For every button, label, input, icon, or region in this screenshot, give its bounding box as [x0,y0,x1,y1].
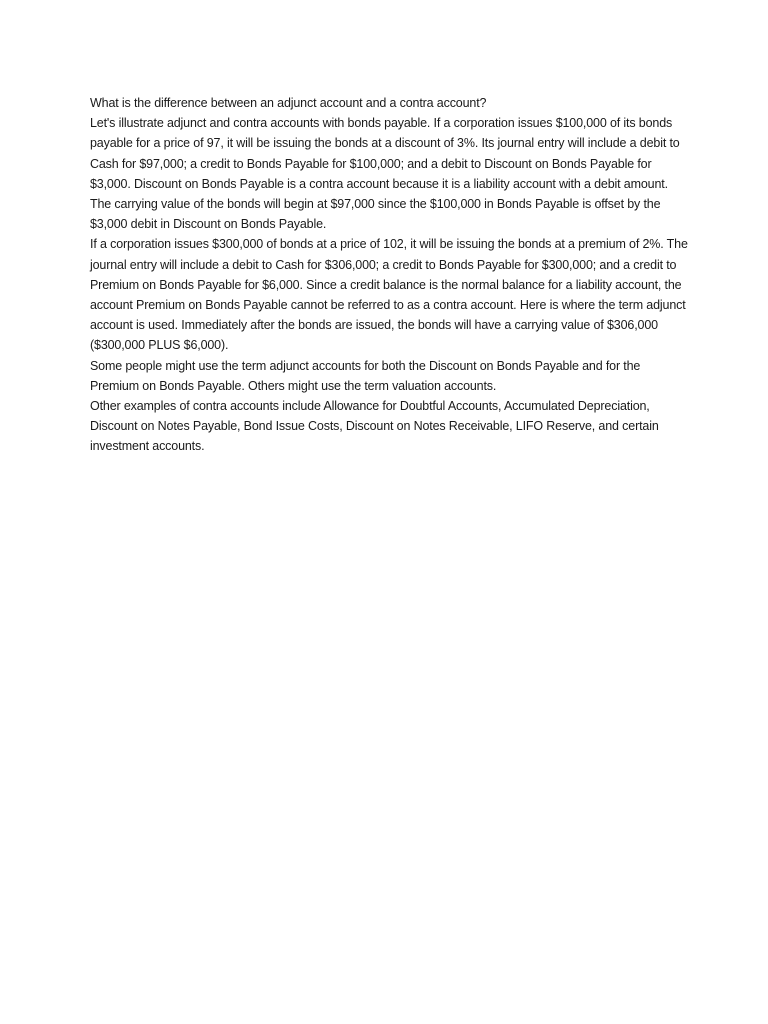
document-body [90,93,690,457]
paragraph-premium-example: If a corporation issues $300,000 of bonds at a price of 102, it will be issuing the bonds at a premium of 2%. The journal entry will include a debit to Cash for $306,000; a credit to Bonds Payable for $300,000; and a credit to Premium on Bonds Payable for $6,000. Since a credit balance is the normal balance for a liability account, the account Premium on Bonds Payable cannot be referred to as a contra account. Here is where the term adjunct account is used. Immediately after the bonds are issued, the bonds will have a carrying value of $306,000 ($300,000 PLUS $6,000). [90,237,688,353]
question-heading: What is the difference between an adjunct account and a contra account? [90,96,487,110]
paragraph-other-examples: Other examples of contra accounts include Allowance for Doubtful Accounts, Accumulated Depreciation, Discount on Notes Payable, Bond Issue Costs, Discount on Notes Receivable, LIFO Reserve, and certain investment accounts. [90,399,659,454]
paragraph-discount-example: Let's illustrate adjunct and contra accounts with bonds payable. If a corporation issues $100,000 of its bonds payable for a price of 97, it will be issuing the bonds at a discount of 3%. Its journal entry will include a debit to Cash for $97,000; a credit to Bonds Payable for $100,000; and a debit to Discount on Bonds Payable for $3,000. Discount on Bonds Payable is a contra account because it is a liability account with a debit amount. The carrying value of the bonds will begin at $97,000 since the $100,000 in Bonds Payable is offset by the $3,000 debit in Discount on Bonds Payable. [90,116,680,232]
paragraph-terminology: Some people might use the term adjunct accounts for both the Discount on Bonds Payable and for the Premium on Bonds Payable. Others might use the term valuation accounts. [90,358,641,393]
